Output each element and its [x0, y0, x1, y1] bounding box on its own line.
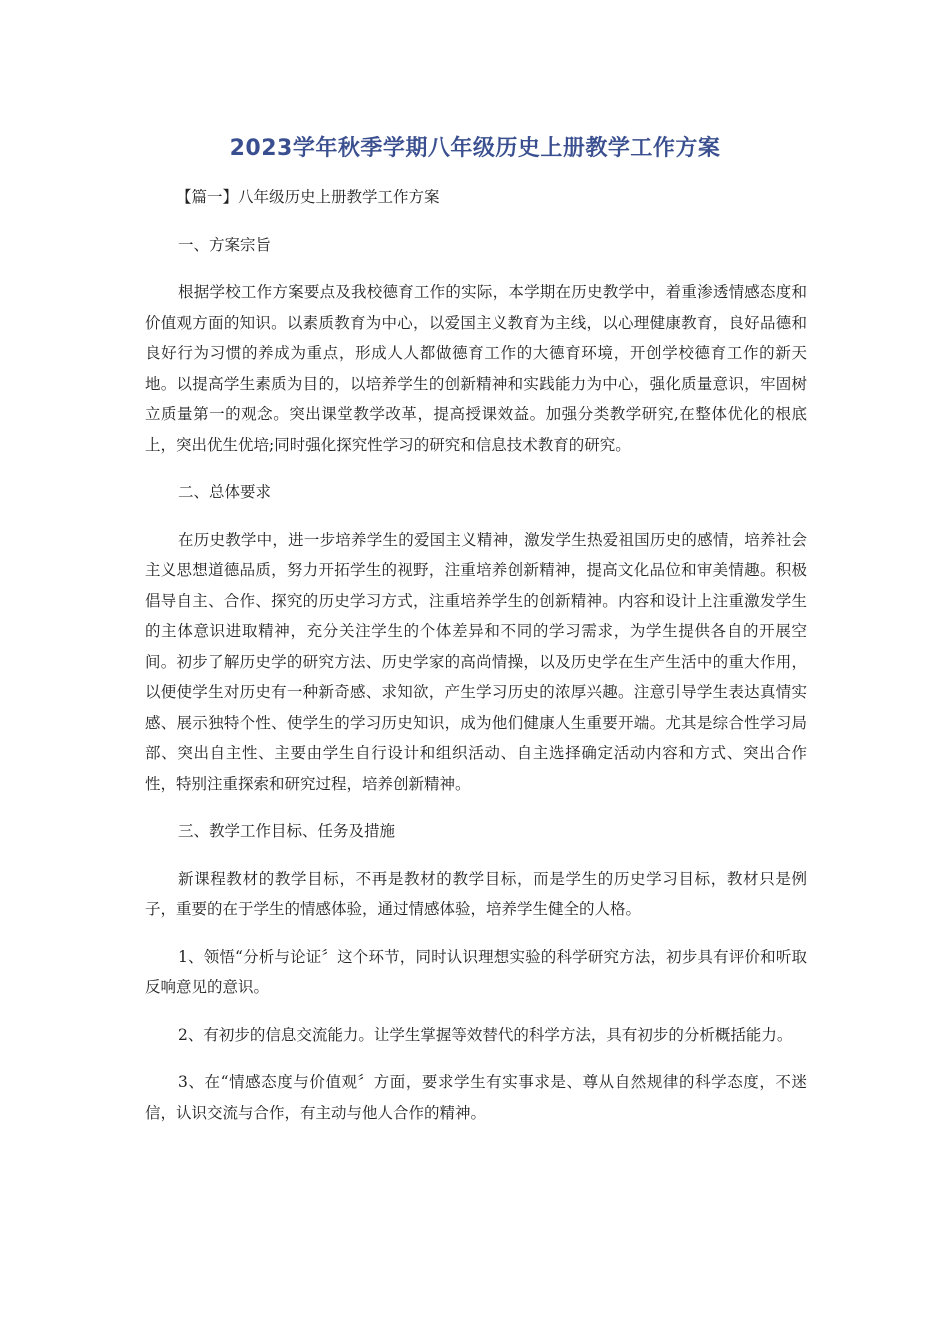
paragraph: 新课程教材的教学目标，不再是教材的教学目标，而是学生的历史学习目标，教材只是例子，重要的在于学生的情感体验，通过情感体验，培养学生健全的人格。	[145, 869, 807, 918]
document-title: 2023学年秋季学期八年级历史上册教学工作方案	[229, 136, 721, 161]
section-goals	[145, 816, 807, 1128]
section-heading: 二、总体要求	[178, 483, 272, 501]
document-subtitle: 【篇一】八年级历史上册教学工作方案	[176, 188, 440, 206]
section-purpose	[145, 230, 807, 461]
section-heading: 三、教学工作目标、任务及措施	[178, 822, 396, 840]
section-requirements	[145, 477, 807, 799]
document-body	[145, 182, 807, 1145]
paragraph: 根据学校工作方案要点及我校德育工作的实际，本学期在历史教学中，着重渗透情感态度和价值观方面的知识。以素质教育为中心，以爱国主义教育为主线，以心理健康教育，良好品德和良好行为习惯的养成为重点，形成人人都做德育工作的大德育环境，开创学校德育工作的新天地。以提高学生素质为目的，以培养学生的创新精神和实践能力为中心，强化质量意识，牢固树立质量第一的观念。突出课堂教学改革，提高授课效益。加强分类教学研究,在整体优化的根底上，突出优生优培;同时强化探究性学习的研究和信息技术教育的研究。	[145, 283, 807, 454]
paragraph: 在历史教学中，进一步培养学生的爱国主义精神，激发学生热爱祖国历史的感情，培养社会主义思想道德品质，努力开拓学生的视野，注重培养创新精神，提高文化品位和审美情趣。积极倡导自主、合作、探究的历史学习方式，注重培养学生的创新精神。内容和设计上注重激发学生的主体意识进取精神，充分关注学生的个体差异和不同的学习需求，为学生提供各自的开展空间。初步了解历史学的研究方法、历史学家的高尚情操，以及历史学在生产生活中的重大作用，以便使学生对历史有一种新奇感、求知欲，产生学习历史的浓厚兴趣。注意引导学生表达真情实感、展示独特个性、使学生的学习历史知识，成为他们健康人生重要开端。尤其是综合性学习局部、突出自主性、主要由学生自行设计和组织活动、自主选择确定活动内容和方式、突出合作性，特别注重探索和研究过程，培养创新精神。	[145, 530, 807, 793]
section-heading: 一、方案宗旨	[178, 235, 272, 254]
list-item: 2、有初步的信息交流能力。让学生掌握等效替代的科学方法，具有初步的分析概括能力。	[178, 1025, 793, 1044]
list-item: 3、在“情感态度与价值观〞方面，要求学生有实事求是、尊从自然规律的科学态度，不迷信，认识交流与合作，有主动与他人合作的精神。	[145, 1073, 807, 1122]
list-item: 1、领悟“分析与论证〞这个环节，同时认识理想实验的科学研究方法，初步具有评价和听取反响意见的意识。	[145, 947, 807, 996]
